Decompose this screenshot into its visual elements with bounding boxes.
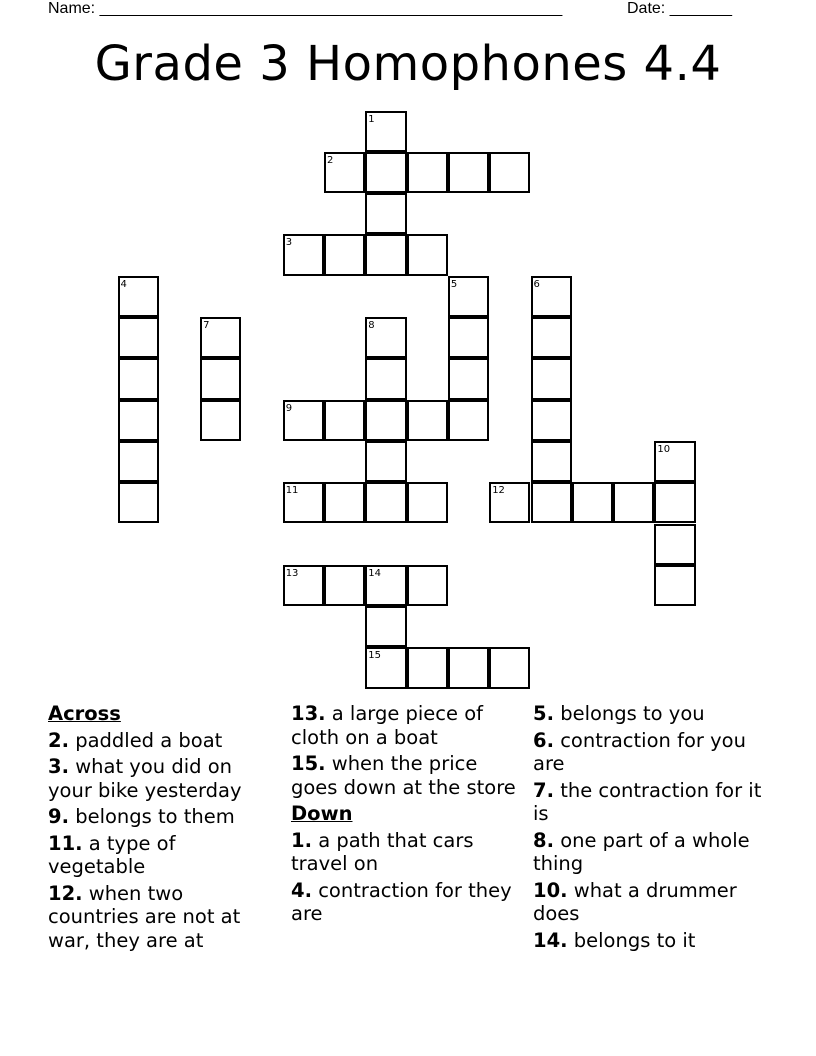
clue-text: what you did on your bike yesterday [48, 755, 242, 802]
clue-number-label: 2 [327, 154, 334, 166]
crossword-cell[interactable] [448, 400, 489, 441]
crossword-cell[interactable] [283, 482, 324, 523]
crossword-cell[interactable] [365, 317, 406, 358]
crossword-cell[interactable] [531, 400, 572, 441]
crossword-cell[interactable] [118, 358, 159, 399]
clue-text: contraction for you are [533, 728, 746, 775]
clue-number-label: 15 [368, 650, 382, 662]
crossword-cell[interactable] [365, 565, 406, 606]
clue-text: paddled a boat [75, 728, 223, 752]
crossword-cell[interactable] [365, 234, 406, 275]
clue-across-11 [48, 832, 278, 879]
crossword-cell[interactable] [365, 111, 406, 152]
crossword-cell[interactable] [531, 441, 572, 482]
clue-down-14 [533, 929, 763, 953]
clue-across-9 [48, 805, 278, 829]
crossword-cell[interactable] [118, 317, 159, 358]
clue-number-label: 14 [368, 567, 382, 579]
crossword-cell[interactable] [118, 400, 159, 441]
clue-text: belongs to you [560, 702, 705, 725]
crossword-cell[interactable] [324, 565, 365, 606]
crossword-cell[interactable] [407, 152, 448, 193]
crossword-cell[interactable] [407, 565, 448, 606]
clue-column-1 [48, 702, 278, 955]
crossword-cell[interactable] [531, 482, 572, 523]
clue-down-8 [533, 829, 763, 876]
clue-number: 15. [291, 752, 326, 775]
crossword-cell[interactable] [489, 482, 530, 523]
crossword-cell[interactable] [407, 482, 448, 523]
clue-number-label: 3 [285, 237, 293, 249]
crossword-cell[interactable] [448, 152, 489, 193]
clue-text: belongs to it [573, 928, 696, 952]
crossword-cell[interactable] [200, 400, 241, 441]
crossword-cell[interactable] [448, 317, 489, 358]
clue-text: a type of vegetable [48, 831, 176, 878]
clue-column-3 [533, 702, 763, 955]
crossword-cell[interactable] [448, 276, 489, 317]
clue-number: 2. [48, 728, 69, 752]
crossword-cell[interactable] [365, 647, 406, 688]
clue-number-label: 9 [285, 402, 293, 414]
crossword-cell[interactable] [654, 565, 695, 606]
clue-number-label: 11 [285, 485, 299, 497]
clue-text: one part of a whole thing [533, 828, 750, 875]
clue-number: 8. [533, 828, 554, 852]
clue-number: 6. [533, 728, 554, 752]
clue-number-label: 12 [492, 485, 505, 497]
clue-text: the contraction for it is [533, 778, 762, 825]
crossword-cell[interactable] [531, 358, 572, 399]
crossword-cell[interactable] [365, 441, 406, 482]
crossword-cell[interactable] [365, 400, 406, 441]
crossword-cell[interactable] [365, 606, 406, 647]
crossword-cell[interactable] [489, 647, 530, 688]
clue-number-label: 8 [368, 320, 375, 331]
date-field: Date: _______ [627, 0, 732, 17]
clue-number-label: 13 [285, 567, 299, 579]
page-title: Grade 3 Homophones 4.4 [94, 36, 722, 92]
clue-number-label: 5 [450, 278, 458, 290]
clue-text: a large piece of cloth on a boat [291, 702, 484, 749]
crossword-cell[interactable] [407, 647, 448, 688]
crossword-cell[interactable] [118, 276, 159, 317]
clue-number: 10. [533, 878, 568, 902]
name-field: Name: ____________________________________________________ [48, 0, 563, 17]
clue-across-12 [48, 882, 278, 953]
clue-down-5 [533, 702, 763, 726]
clue-number: 3. [48, 755, 69, 778]
clue-across-15 [291, 752, 521, 799]
crossword-cell[interactable] [324, 400, 365, 441]
clue-text: when two countries are not at war, they are at [48, 881, 241, 952]
clue-number-label: 10 [657, 443, 671, 455]
clue-text: what a drummer does [533, 878, 737, 925]
clue-text: a path that cars travel on [291, 828, 474, 875]
clue-column-2 [291, 702, 521, 929]
clue-text: contraction for they are [291, 878, 512, 925]
crossword-cell[interactable] [118, 482, 159, 523]
crossword-cell[interactable] [365, 482, 406, 523]
clue-down-1 [291, 829, 521, 876]
crossword-cell[interactable] [654, 524, 695, 565]
clue-across-2 [48, 729, 278, 753]
clue-down-4 [291, 879, 521, 926]
clue-down-10 [533, 879, 763, 926]
clue-number: 1. [291, 828, 312, 852]
clue-number: 9. [48, 805, 69, 828]
clue-number: 13. [291, 702, 326, 725]
clue-number-label: 4 [120, 278, 127, 290]
across-heading: Across [48, 702, 121, 725]
crossword-cell[interactable] [572, 482, 613, 523]
clue-across-3 [48, 755, 278, 802]
crossword-cell[interactable] [489, 152, 530, 193]
crossword-cell[interactable] [324, 152, 365, 193]
crossword-cell[interactable] [654, 441, 695, 482]
crossword-cell[interactable] [613, 482, 654, 523]
crossword-cell[interactable] [365, 152, 406, 193]
clue-across-13 [291, 702, 521, 749]
crossword-cell[interactable] [200, 358, 241, 399]
clue-number: 5. [533, 702, 554, 725]
down-heading: Down [291, 802, 353, 825]
crossword-cell[interactable] [118, 441, 159, 482]
crossword-cell[interactable] [365, 193, 406, 234]
crossword-cell[interactable] [448, 647, 489, 688]
clue-number-label: 1 [368, 113, 375, 125]
clue-number: 11. [48, 831, 83, 855]
clue-text: belongs to them [75, 805, 235, 828]
crossword-cell[interactable] [283, 400, 324, 441]
crossword-cell[interactable] [531, 276, 572, 317]
crossword-cell[interactable] [365, 358, 406, 399]
clue-number: 14. [533, 928, 568, 952]
crossword-cell[interactable] [283, 565, 324, 606]
crossword-cell[interactable] [407, 234, 448, 275]
clue-text: when the price goes down at the store [291, 752, 516, 799]
clue-number: 4. [291, 878, 312, 902]
clue-number-label: 7 [203, 320, 210, 331]
clue-number: 12. [48, 881, 83, 905]
clue-number: 7. [533, 778, 554, 802]
crossword-cell[interactable] [654, 482, 695, 523]
crossword-cell[interactable] [283, 234, 324, 275]
clue-down-7 [533, 779, 763, 826]
crossword-cell[interactable] [324, 234, 365, 275]
clue-down-6 [533, 729, 763, 776]
crossword-cell[interactable] [531, 317, 572, 358]
crossword-cell[interactable] [407, 400, 448, 441]
crossword-cell[interactable] [200, 317, 241, 358]
crossword-cell[interactable] [448, 358, 489, 399]
clue-number-label: 6 [533, 278, 540, 290]
crossword-cell[interactable] [324, 482, 365, 523]
